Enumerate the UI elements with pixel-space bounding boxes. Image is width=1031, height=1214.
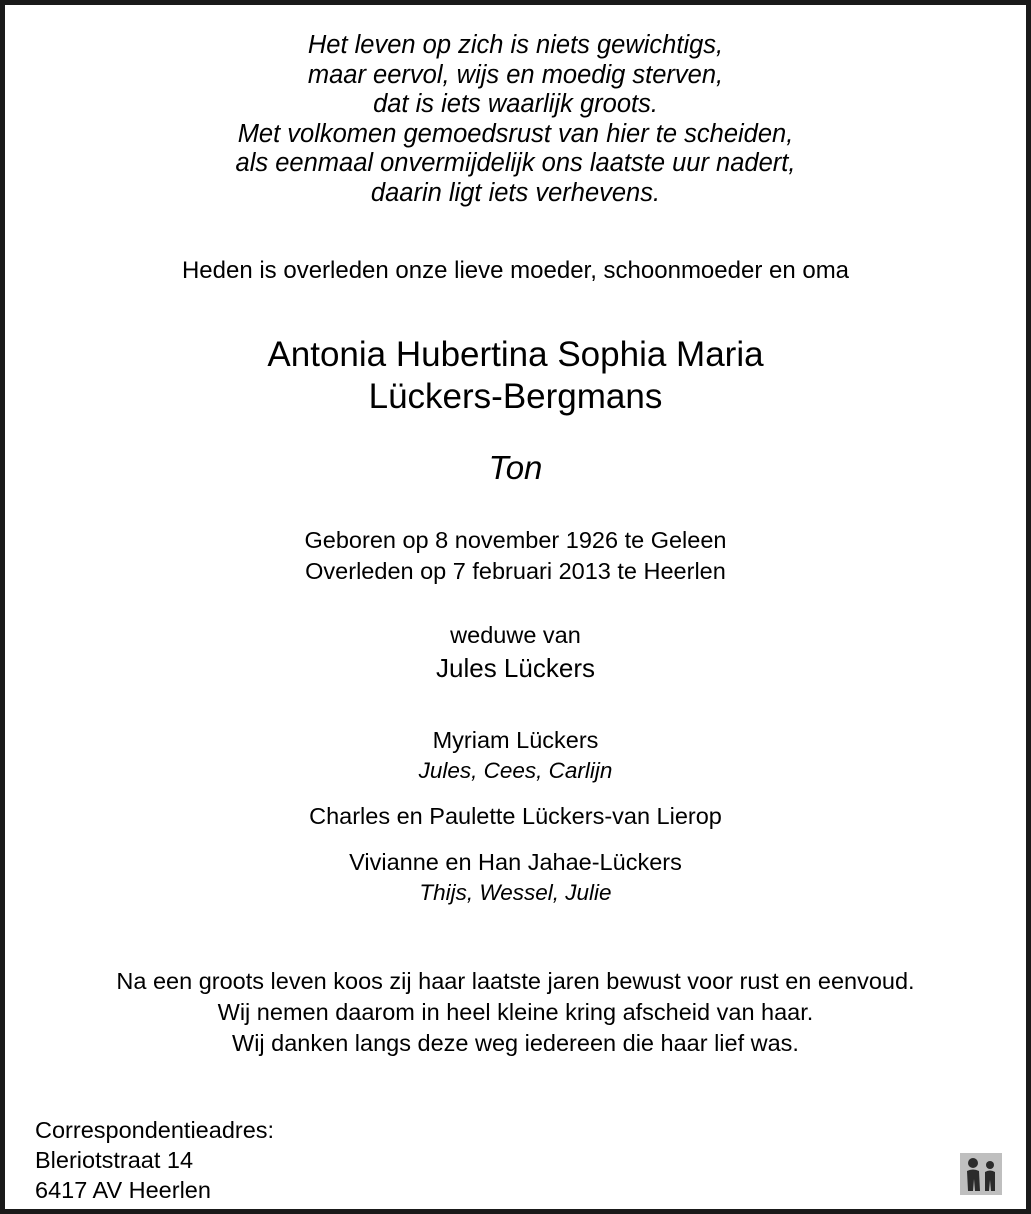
poem-line-1: Het leven op zich is niets gewichtigs,	[307, 31, 724, 59]
closing-line-2: Wij nemen daarom in heel kleine kring afscheid van haar.	[217, 999, 814, 1025]
poem-line-2: maar eervol, wijs en moedig sterven,	[307, 60, 724, 89]
address-street: Bleriotstraat 14	[35, 1147, 194, 1173]
poem-line-4: Met volkomen gemoedsrust van hier te scheiden,	[237, 119, 794, 148]
family-grandchildren: Thijs, Wessel, Julie	[419, 880, 612, 905]
birth-line: Geboren op 8 november 1926 te Geleen	[304, 527, 727, 553]
closing-line-1: Na een groots leven koos zij haar laatste jaren bewust voor rust en eenvoud.	[116, 968, 915, 994]
closing-block	[35, 966, 996, 1059]
death-line: Overleden op 7 februari 2013 te Heerlen	[305, 558, 726, 584]
family-spacer	[35, 832, 996, 847]
spouse-name: Jules Lückers	[436, 653, 595, 683]
life-dates	[35, 525, 996, 587]
deceased-name	[35, 334, 996, 418]
poem-line-3: dat is iets waarlijk groots.	[373, 90, 658, 118]
poem-line-6: daarin ligt iets verhevens.	[370, 178, 661, 207]
deceased-name-line-1: Antonia Hubertina Sophia Maria	[267, 335, 764, 374]
family-line: Myriam Lückers	[432, 727, 599, 753]
widow-label: weduwe van	[450, 622, 581, 648]
family-block	[35, 725, 996, 908]
family-line: Vivianne en Han Jahae-Lückers	[349, 849, 682, 875]
poem-line-5: als eenmaal onvermijdelijk ons laatste uur nadert,	[235, 149, 796, 177]
deceased-nickname: Ton	[488, 449, 543, 486]
closing-line-3: Wij danken langs deze weg iedereen die haar lief was.	[232, 1030, 799, 1056]
family-line: Charles en Paulette Lückers-van Lierop	[309, 803, 722, 829]
address-city: 6417 AV Heerlen	[35, 1177, 211, 1203]
poem-block	[35, 31, 996, 208]
announcement-intro: Heden is overleden onze lieve moeder, schoonmoeder en oma	[181, 257, 850, 284]
address-label: Correspondentieadres:	[35, 1117, 275, 1143]
family-grandchildren: Jules, Cees, Carlijn	[418, 758, 613, 783]
deceased-name-line-2: Lückers-Bergmans	[368, 377, 663, 416]
funeral-home-logo-icon	[958, 1151, 1004, 1197]
spouse-block	[35, 619, 996, 685]
family-spacer	[35, 786, 996, 801]
correspondence-address	[35, 1115, 996, 1205]
